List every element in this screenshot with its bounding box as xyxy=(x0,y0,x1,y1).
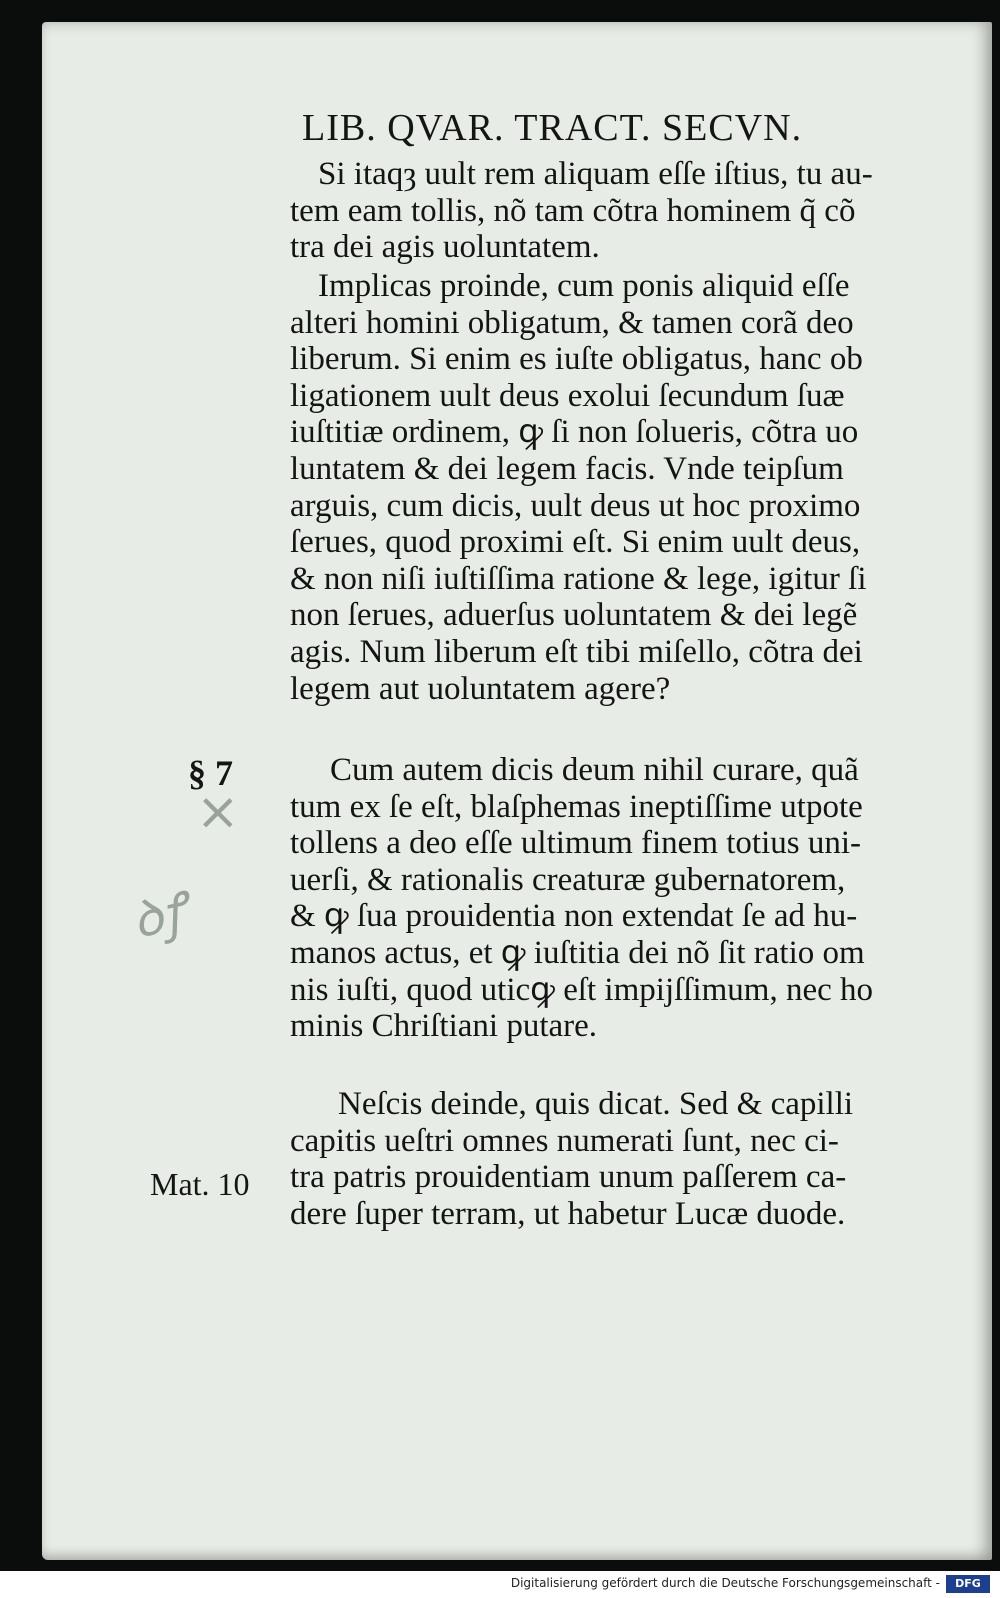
text-line: liberum. Si enim es iuſte obligatus, hanc ob xyxy=(290,341,863,378)
text-line: tra patris prouidentiam unum paſſerem ca- xyxy=(290,1159,847,1196)
text-line: agis. Num liberum eſt tibi miſello, cõtra dei xyxy=(290,633,863,670)
marginal-reference: Mat. 10 xyxy=(150,1166,250,1202)
text-line: tem eam tollis, nõ tam cõtra hominem q̃ cõ xyxy=(290,192,856,229)
paragraph-1 xyxy=(290,156,930,266)
text-line: manos actus, et ꝙ iuſtitia dei nõ ſit ratio om xyxy=(290,934,865,971)
text-line: Cum autem dicis deum nihil curare, quã xyxy=(330,752,859,788)
text-line: Neſcis deinde, quis dicat. Sed & capilli xyxy=(338,1086,854,1122)
text-line: tra dei agis uoluntatem. xyxy=(290,229,600,266)
text-line: capitis ueſtri omnes numerati ſunt, nec ci- xyxy=(290,1122,839,1159)
dfg-logo: DFG xyxy=(946,1575,990,1593)
text-line: non ſerues, aduerſus uoluntatem & dei legẽ xyxy=(290,597,858,634)
text-line: ligationem uult deus exolui ſecundum ſuæ xyxy=(290,377,845,414)
digitization-footer xyxy=(0,1571,1000,1598)
text-line: tum ex ſe eſt, blaſphemas ineptiſſime utpote xyxy=(290,788,863,825)
text-line: uerſi, & rationalis creaturæ gubernatorem, xyxy=(290,861,846,898)
text-line: luntatem & dei legem facis. Vnde teipſum xyxy=(290,450,844,487)
text-line: ſerues, quod proximi eſt. Si enim uult deus, xyxy=(290,524,861,561)
text-line: dere ſuper terram, ut habetur Lucæ duode. xyxy=(290,1195,846,1232)
text-line: tollens a deo eſſe ultimum finem totius uni- xyxy=(290,825,861,862)
text-line: & ꝙ ſua prouidentia non extendat ſe ad hu- xyxy=(290,898,858,935)
text-line: Implicas proinde, cum ponis aliquid eſſe xyxy=(318,268,850,304)
text-line: iuſtitiæ ordinem, ꝙ ſi non ſolueris, cõtra uo xyxy=(290,414,859,451)
text-line: legem aut uoluntatem agere? xyxy=(290,670,671,707)
paragraph-3 xyxy=(290,752,930,1045)
text-line: nis iuſti, quod uticꝙ eſt impijſſimum, nec ho xyxy=(290,971,873,1008)
text-line: Si itaqȝ uult rem aliquam eſſe iſtius, tu au- xyxy=(318,156,873,192)
pencil-scribble: ꝺꝭ xyxy=(126,882,192,950)
paragraph-2 xyxy=(290,268,930,707)
running-header: LIB. QVAR. TRACT. SECVN. xyxy=(302,107,803,149)
text-line: arguis, cum dicis, uult deus ut hoc proximo xyxy=(290,487,861,524)
text-line: & non niſi iuſtiſſima ratione & lege, igitur ſi xyxy=(290,560,867,597)
section-mark: § 7 xyxy=(188,753,233,793)
text-line: alteri homini obligatum, & tamen corã deo xyxy=(290,304,854,341)
paragraph-4 xyxy=(290,1086,930,1232)
text-line: minis Chriſtiani putare. xyxy=(290,1008,598,1045)
footer-credit: Digitalisierung gefördert durch die Deutsche Forschungsgemeinschaft - xyxy=(510,1576,940,1590)
pencil-cross-mark: × xyxy=(196,782,240,842)
